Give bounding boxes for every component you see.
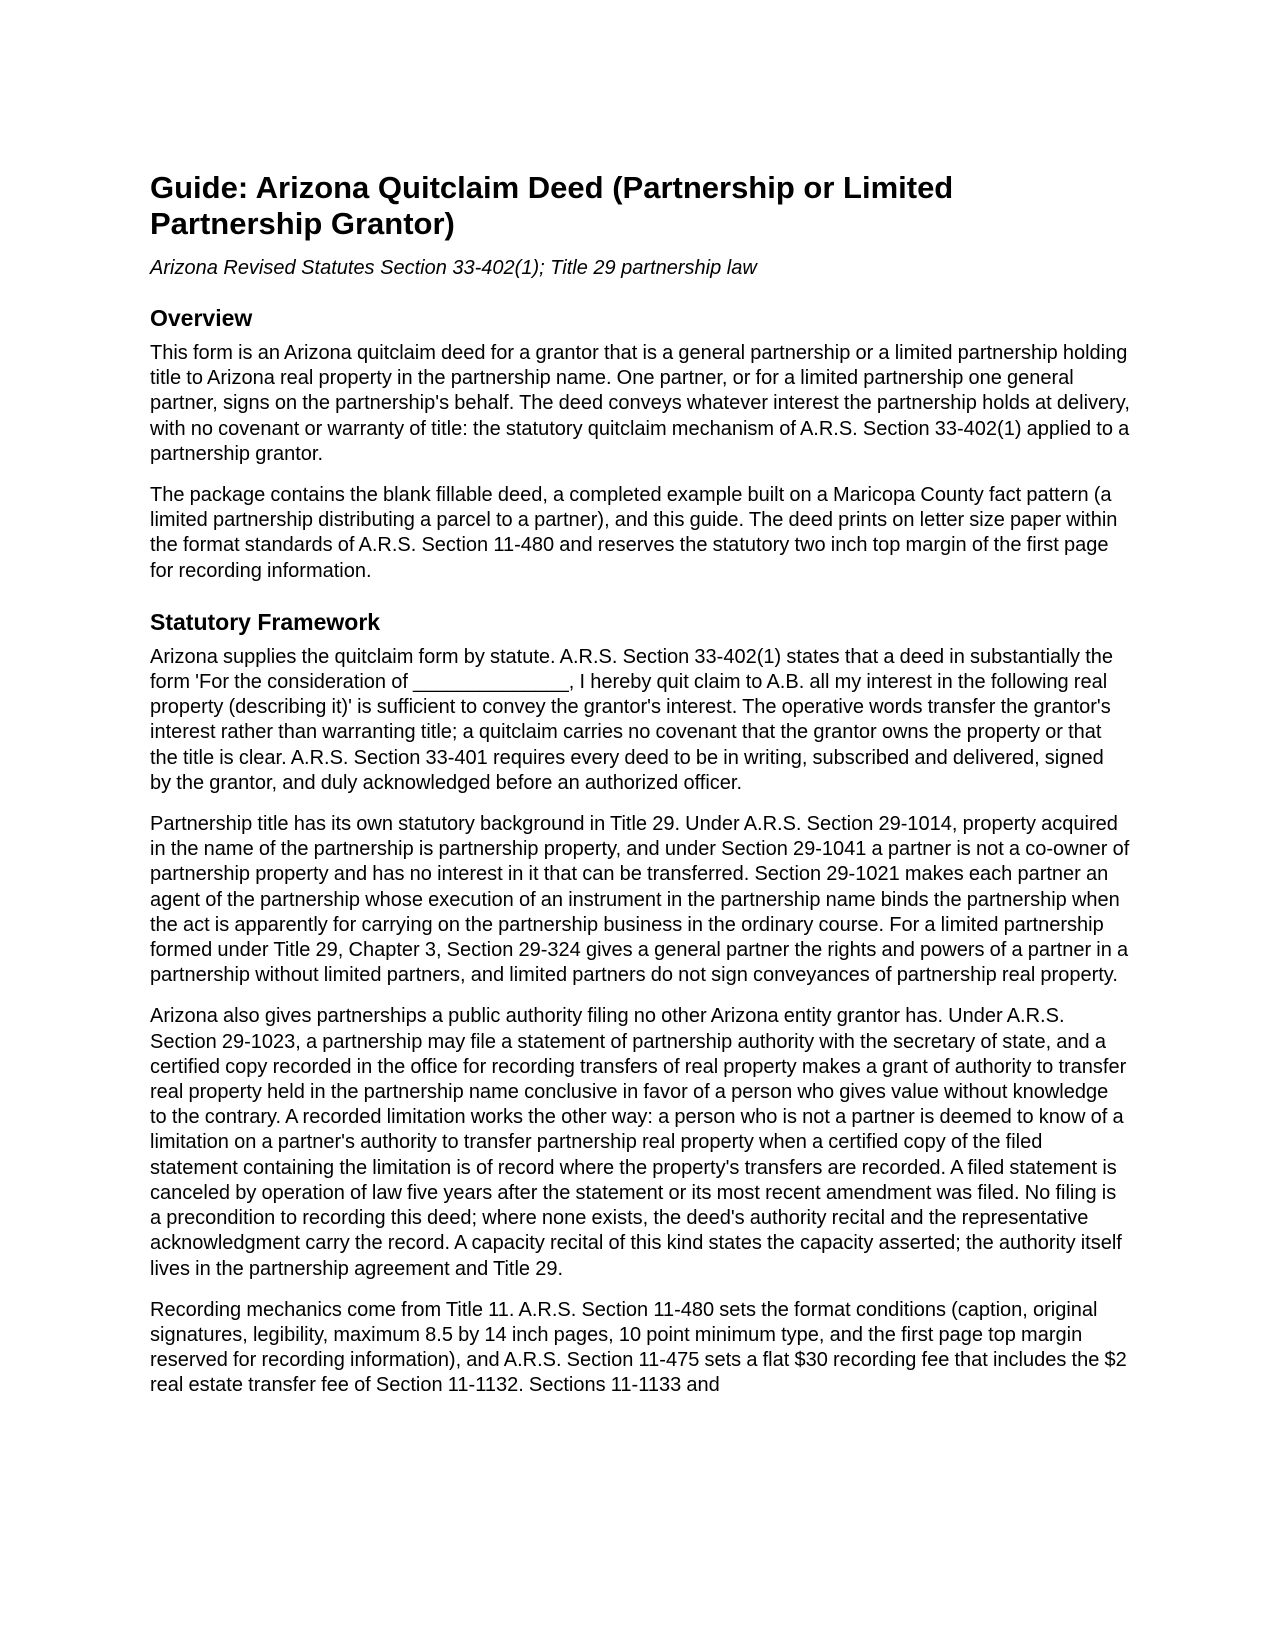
paragraph: Arizona also gives partnerships a public authority filing no other Arizona entity grantor has. Under A.R.S. Section 29-1023, a partnership may file a statement of partnership authority with the secretary of state, and a certified copy recorded in the office for recording transfers of real property makes a grant of authority to transfer real property held in the partnership name conclusive in favor of a person who gives value without knowledge to the contrary. A recorded limitation works the other way: a person who is not a partner is deemed to know of a limitation on a partner's authority to transfer partnership real property when a certified copy of the filed statement containing the limitation is of record where the property's transfers are recorded. A filed statement is canceled by operation of law five years after the statement or its most recent amendment was filed. No filing is a precondition to recording this deed; where none exists, the deed's authority recital and the representative acknowledgment carry the record. A capacity recital of this kind states the capacity asserted; the authority itself lives in the partnership agreement and Title 29. [150,1005,1127,1280]
paragraph: Arizona supplies the quitclaim form by statute. A.R.S. Section 33-402(1) states that a deed in substantially the form 'For the consideration of ______________, I hereby quit claim to A.B. all my interest in the following real property (describing it)' is sufficient to convey the grantor's interest. The operative words transfer the grantor's interest rather than warranting title; a quitclaim carries no covenant that the grantor owns the property or that the title is clear. A.R.S. Section 33-401 requires every deed to be in writing, subscribed and delivered, signed by the grantor, and duly acknowledged before an authorized officer. [150,645,1114,794]
document-subtitle: Arizona Revised Statutes Section 33-402(1); Title 29 partnership law [150,257,757,279]
section-statutory-framework [150,608,1130,1399]
paragraph: Recording mechanics come from Title 11. A.R.S. Section 11-480 sets the format conditions (caption, original signatures, legibility, maximum 8.5 by 14 inch pages, 10 point minimum type, and the first page top margin reserved for recording information), and A.R.S. Section 11-475 sets a flat $30 recording fee that includes the $2 real estate transfer fee of Section 11-1132. Sections 11-1133 and [150,1298,1127,1397]
section-heading: Statutory Framework [150,608,381,635]
document-page [150,170,1130,1399]
paragraph: This form is an Arizona quitclaim deed for a grantor that is a general partnership or a limited partnership holding title to Arizona real property in the partnership name. One partner, or for a limited partnership one general partner, signs on the partnership's behalf. The deed conveys whatever interest the partnership holds at delivery, with no covenant or warranty of title: the statutory quitclaim mechanism of A.R.S. Section 33-402(1) applied to a partnership grantor. [150,342,1130,465]
document-title: Guide: Arizona Quitclaim Deed (Partnership or Limited Partnership Grantor) [150,170,954,241]
paragraph: The package contains the blank fillable deed, a completed example built on a Maricopa County fact pattern (a limited partnership distributing a parcel to a partner), and this guide. The deed prints on letter size paper within the format standards of A.R.S. Section 11-480 and reserves the statutory two inch top margin of the first page for recording information. [150,484,1118,582]
section-heading: Overview [150,305,253,331]
section-overview [150,304,1130,584]
paragraph: Partnership title has its own statutory background in Title 29. Under A.R.S. Section 29-1014, property acquired in the name of the partnership is partnership property, and under Section 29-1041 a partner is not a co-owner of partnership property and has no interest in it that can be transferred. Section 29-1021 makes each partner an agent of the partnership whose execution of an instrument in the partnership name binds the partnership when the act is apparently for carrying on the partnership business in the ordinary course. For a limited partnership formed under Title 29, Chapter 3, Section 29-324 gives a general partner the rights and powers of a partner in a partnership without limited partners, and limited partners do not sign conveyances of partnership real property. [150,813,1130,987]
